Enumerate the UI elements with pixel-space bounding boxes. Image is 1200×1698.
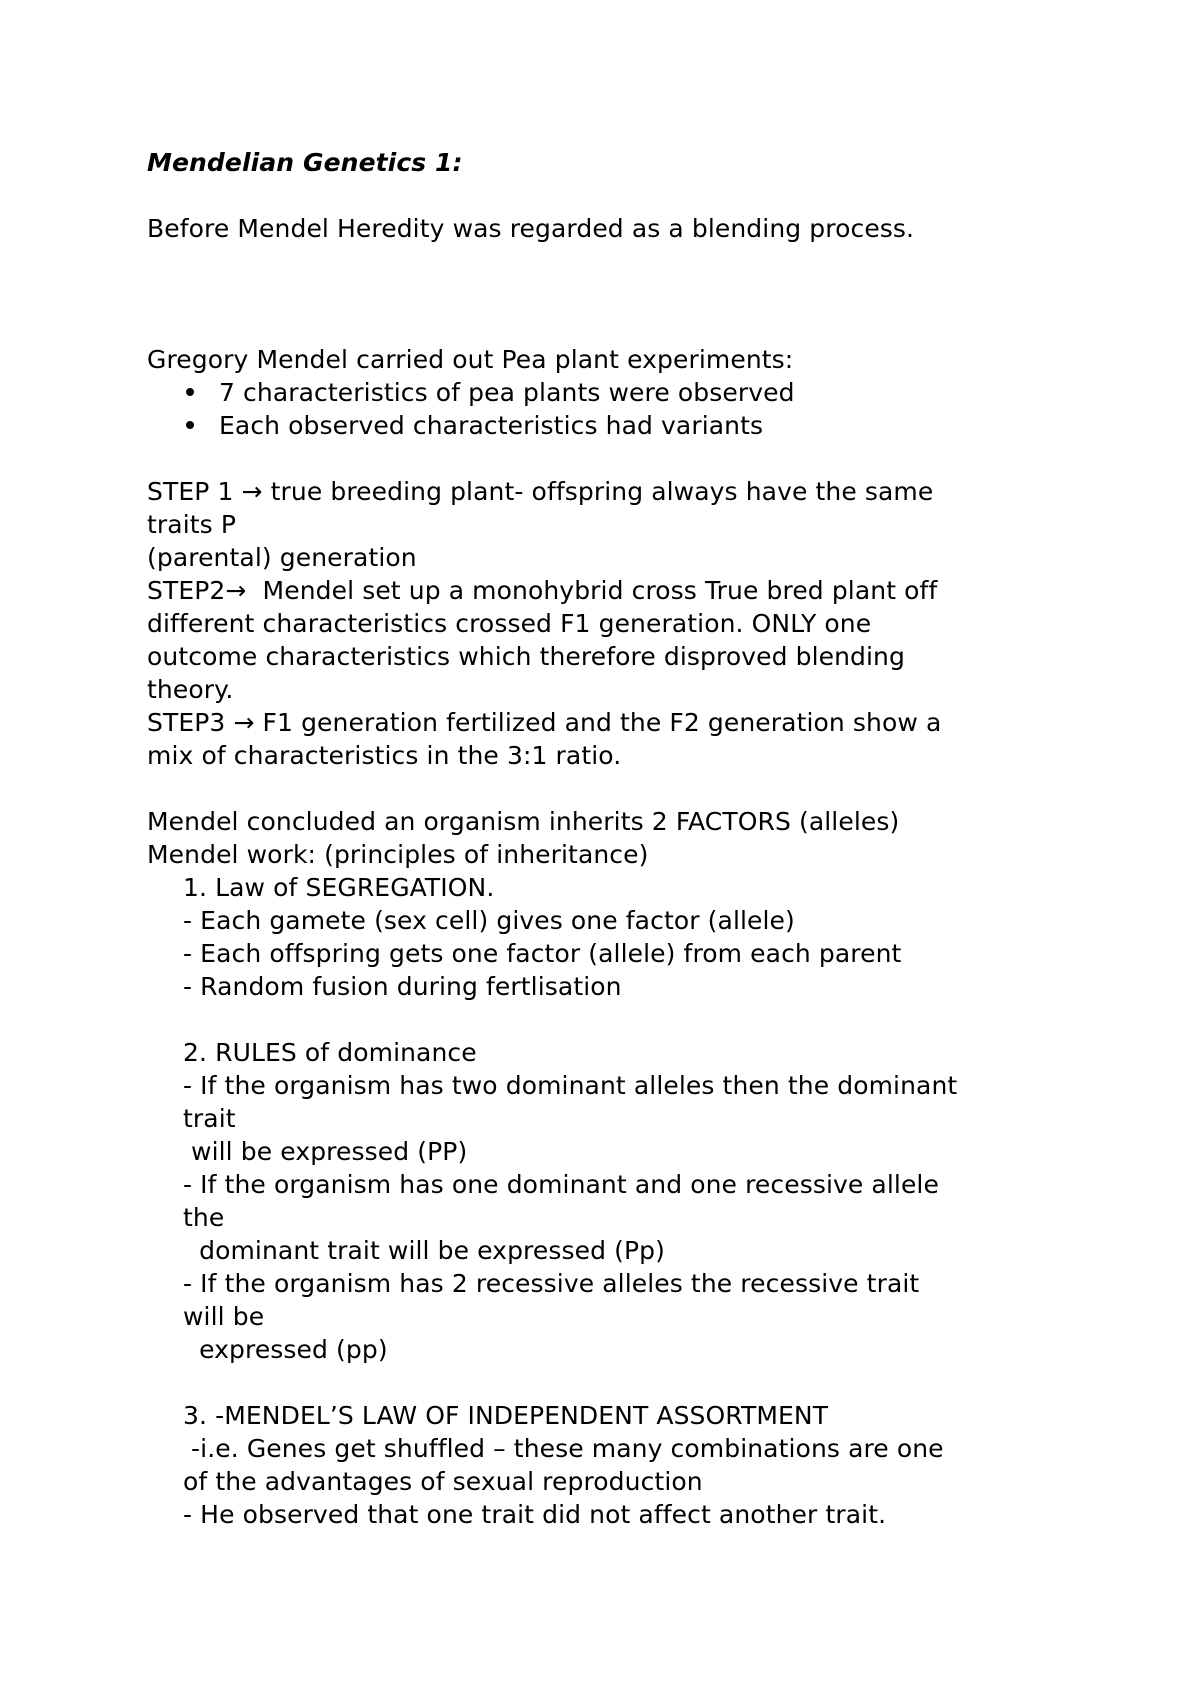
experiment-bullet: 7 characteristics of pea plants were observed: [219, 378, 795, 407]
law1-item: - Each gamete (sex cell) gives one factor (allele): [183, 906, 795, 935]
step1-line: (parental) generation: [147, 543, 417, 572]
experiments-heading: Gregory Mendel carried out Pea plant experiments:: [147, 345, 794, 374]
law3-line: -i.e. Genes get shuffled – these many combinations are one: [183, 1434, 944, 1463]
intro-text: Before Mendel Heredity was regarded as a blending process.: [147, 214, 915, 243]
law1-heading: 1. Law of SEGREGATION.: [183, 873, 495, 902]
experiment-bullet: Each observed characteristics had variants: [219, 411, 764, 440]
law2-line: dominant trait will be expressed (Pp): [183, 1236, 665, 1265]
law3-line: - He observed that one trait did not affect another trait.: [183, 1500, 887, 1529]
law2-line: expressed (pp): [183, 1335, 388, 1364]
law2-line: will be expressed (PP): [183, 1137, 468, 1166]
law3-heading: 3. -MENDEL’S LAW OF INDEPENDENT ASSORTMENT: [183, 1401, 829, 1430]
law2-line: trait: [183, 1104, 236, 1133]
law2-line: - If the organism has 2 recessive alleles the recessive trait: [183, 1269, 920, 1298]
step3-line: STEP3 → F1 generation fertilized and the F2 generation show a: [147, 708, 942, 737]
law2-line: - If the organism has two dominant alleles then the dominant: [183, 1071, 958, 1100]
law2-heading: 2. RULES of dominance: [183, 1038, 477, 1067]
step2-line: outcome characteristics which therefore disproved blending: [147, 642, 905, 671]
step2-line: different characteristics crossed F1 generation. ONLY one: [147, 609, 872, 638]
document-title: Mendelian Genetics 1:: [147, 148, 463, 177]
bullet-icon: [186, 421, 194, 429]
step2-line: STEP2→ Mendel set up a monohybrid cross True bred plant off: [147, 576, 938, 605]
step1-line: STEP 1 → true breeding plant- offspring always have the same: [147, 477, 934, 506]
law1-item: - Random fusion during fertlisation: [183, 972, 622, 1001]
step2-line: theory.: [147, 675, 234, 704]
law2-line: - If the organism has one dominant and one recessive allele: [183, 1170, 939, 1199]
bullet-icon: [186, 388, 194, 396]
conclusion-line: Mendel concluded an organism inherits 2 FACTORS (alleles): [147, 807, 900, 836]
law2-line: the: [183, 1203, 225, 1232]
conclusion-line: Mendel work: (principles of inheritance): [147, 840, 649, 869]
step1-line: traits P: [147, 510, 236, 539]
law1-item: - Each offspring gets one factor (allele) from each parent: [183, 939, 902, 968]
law3-line: of the advantages of sexual reproduction: [183, 1467, 703, 1496]
law2-line: will be: [183, 1302, 265, 1331]
step3-line: mix of characteristics in the 3:1 ratio.: [147, 741, 622, 770]
